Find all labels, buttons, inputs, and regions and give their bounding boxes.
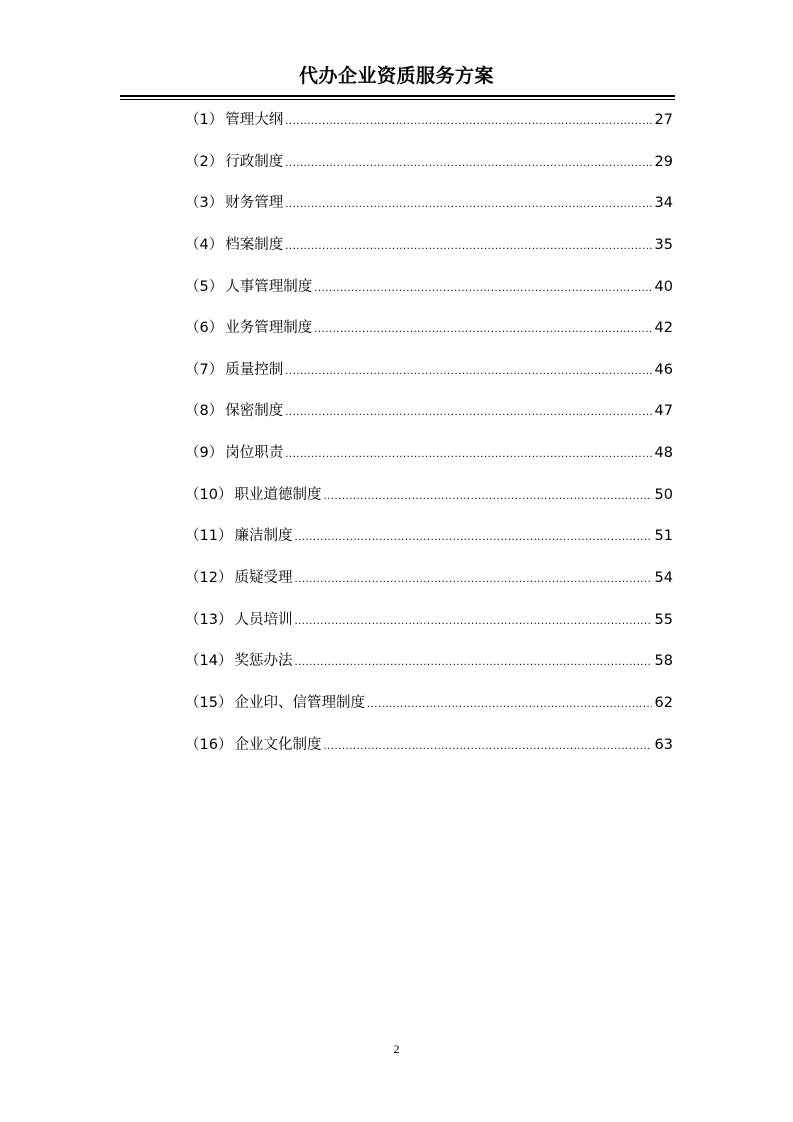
- toc-dot-leader: [294, 610, 651, 634]
- toc-entry-page: 51: [654, 528, 673, 545]
- toc-entry-title: 廉洁制度: [234, 528, 293, 545]
- toc-dot-leader: [323, 485, 651, 509]
- toc-entry-page: 46: [654, 361, 673, 378]
- toc-entry[interactable]: [185, 608, 673, 650]
- toc-entry[interactable]: [185, 524, 673, 566]
- toc-entry-page: 27: [654, 112, 673, 128]
- toc-entry-page: 35: [654, 236, 673, 253]
- toc-entry[interactable]: [185, 483, 673, 525]
- toc-entry-page: 63: [654, 736, 673, 753]
- toc-dot-leader: [285, 401, 651, 425]
- toc-dot-leader: [323, 735, 651, 759]
- toc-entry-title: 业务管理制度: [225, 320, 313, 337]
- toc-dot-leader: [285, 443, 651, 467]
- toc-entry-number: （11）: [185, 528, 233, 545]
- header-divider-thick: [120, 95, 675, 97]
- toc-entry-number: （5）: [185, 278, 224, 295]
- toc-entry-title: 保密制度: [225, 403, 284, 420]
- toc-entry[interactable]: [185, 275, 673, 317]
- toc-entry[interactable]: [185, 441, 673, 483]
- toc-entry-title: 行政制度: [225, 153, 284, 170]
- toc-entry-number: （16）: [185, 736, 233, 753]
- toc-entry-title: 企业文化制度: [234, 736, 322, 753]
- toc-entry[interactable]: [185, 233, 673, 275]
- toc-entry-number: （4）: [185, 236, 224, 253]
- toc-entry[interactable]: [185, 108, 673, 150]
- toc-entry-page: 55: [654, 611, 673, 628]
- page-title: 代办企业资质服务方案: [298, 65, 494, 87]
- toc-dot-leader: [294, 526, 651, 550]
- toc-entry-number: （6）: [185, 320, 224, 337]
- toc-entry-title: 档案制度: [225, 236, 284, 253]
- toc-entry-page: 58: [654, 653, 673, 670]
- toc-entry-number: （3）: [185, 195, 224, 212]
- toc-entry-number: （14）: [185, 653, 233, 670]
- toc-entry-title: 质量控制: [225, 361, 284, 378]
- header-divider-thin: [120, 99, 675, 100]
- toc-entry-number: （10）: [185, 486, 233, 503]
- toc-dot-leader: [294, 651, 651, 675]
- toc-entry[interactable]: [185, 733, 673, 775]
- toc-entry-page: 47: [654, 403, 673, 420]
- toc-entry-page: 50: [654, 486, 673, 503]
- toc-dot-leader: [285, 235, 651, 259]
- table-of-contents: [185, 108, 673, 774]
- toc-dot-leader: [285, 152, 651, 176]
- toc-entry-title: 奖惩办法: [234, 653, 293, 670]
- toc-entry-title: 企业印、信管理制度: [234, 694, 365, 711]
- toc-dot-leader: [294, 568, 651, 592]
- toc-entry-page: 40: [654, 278, 673, 295]
- toc-dot-leader: [285, 110, 651, 134]
- toc-dot-leader: [285, 193, 651, 217]
- toc-entry[interactable]: [185, 649, 673, 691]
- toc-entry-title: 岗位职责: [225, 445, 284, 462]
- toc-entry-number: （15）: [185, 694, 233, 711]
- toc-entry[interactable]: [185, 316, 673, 358]
- toc-entry[interactable]: [185, 191, 673, 233]
- toc-dot-leader: [285, 360, 651, 384]
- toc-dot-leader: [314, 318, 651, 342]
- toc-entry[interactable]: [185, 691, 673, 733]
- toc-entry-title: 人员培训: [234, 611, 293, 628]
- toc-entry-page: 29: [654, 153, 673, 170]
- toc-entry-number: （1）: [185, 112, 224, 128]
- toc-entry[interactable]: [185, 150, 673, 192]
- toc-entry-title: 职业道德制度: [234, 486, 322, 503]
- footer-page-number: 2: [393, 1042, 400, 1056]
- toc-entry[interactable]: [185, 399, 673, 441]
- toc-entry-page: 62: [654, 694, 673, 711]
- toc-entry-number: （7）: [185, 361, 224, 378]
- toc-entry-page: 54: [654, 570, 673, 587]
- toc-entry-number: （2）: [185, 153, 224, 170]
- toc-entry-page: 48: [654, 445, 673, 462]
- toc-entry-title: 质疑受理: [234, 570, 293, 587]
- toc-entry-number: （9）: [185, 445, 224, 462]
- toc-entry-title: 人事管理制度: [225, 278, 313, 295]
- toc-entry-title: 管理大纲: [225, 112, 284, 128]
- toc-entry-page: 42: [654, 320, 673, 337]
- toc-entry-number: （13）: [185, 611, 233, 628]
- toc-entry-title: 财务管理: [225, 195, 284, 212]
- toc-entry-number: （12）: [185, 570, 233, 587]
- toc-entry-page: 34: [654, 195, 673, 212]
- toc-entry[interactable]: [185, 358, 673, 400]
- toc-dot-leader: [314, 277, 651, 301]
- toc-dot-leader: [367, 693, 652, 717]
- toc-entry[interactable]: [185, 566, 673, 608]
- toc-entry-number: （8）: [185, 403, 224, 420]
